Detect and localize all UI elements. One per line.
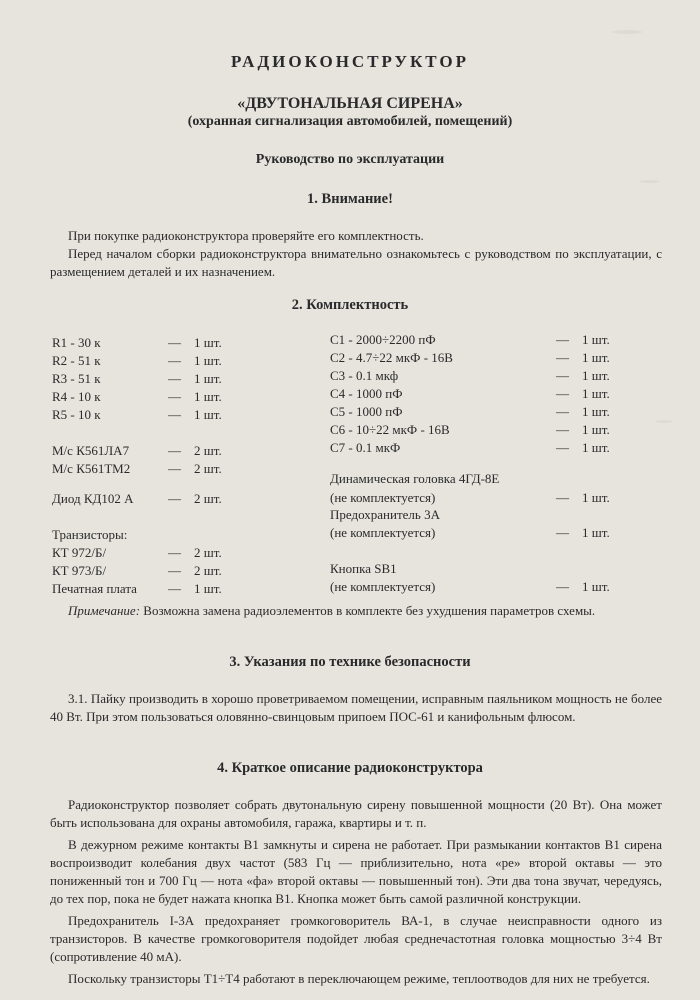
part-name: Динамическая головка 4ГД-8Е [330, 471, 500, 486]
part-name: Кнопка SB1 [330, 561, 397, 576]
paragraph: При покупке радиоконструктора проверяйте его комплектность. [68, 228, 424, 243]
part-name: R2 - 51 к [52, 353, 101, 368]
part-name: R3 - 51 к [52, 371, 101, 386]
paragraph: Перед началом сборки радиоконструктора внимательно ознакомьтесь с руководством по эксплуатации, с размещением деталей и их назначением. [50, 246, 662, 279]
part-name: М/с К561ТМ2 [52, 461, 131, 476]
dash: — [168, 545, 181, 560]
part-qty: 1 шт. [194, 407, 222, 422]
parts-note [50, 602, 662, 620]
part-qty: 1 шт. [582, 579, 610, 594]
dash: — [556, 440, 569, 455]
dash: — [556, 350, 569, 365]
part-qty: 1 шт. [582, 440, 610, 455]
part-name: R5 - 10 к [52, 407, 101, 422]
part-name: С5 - 1000 пФ [330, 404, 403, 419]
dash: — [168, 335, 181, 350]
part-name: С3 - 0.1 мкф [330, 368, 399, 383]
section-3-heading: 3. Указания по технике безопасности [229, 654, 471, 670]
section-1-text [50, 227, 662, 281]
part-name: Диод КД102 А [52, 491, 134, 506]
document-title: РАДИОКОНСТРУКТОР [230, 52, 470, 71]
part-qty: 1 шт. [582, 404, 610, 419]
note-label: Примечание: [68, 603, 141, 618]
part-name: КТ 973/Б/ [52, 563, 107, 578]
part-name: R1 - 30 к [52, 335, 101, 350]
part-name: (не комплектуется) [330, 525, 436, 540]
paper-texture [640, 180, 660, 183]
part-qty: 2 шт. [194, 461, 222, 476]
paragraph: Предохранитель I-3А предохраняет громкоговоритель ВА-1, в случае неисправности одного из транзисторов. В качестве громкоговорителя подойдет любая среднечастотная головка мощностью 3÷4 Вт (сопротивление 40 мА). [50, 913, 662, 964]
part-name: КТ 972/Б/ [52, 545, 107, 560]
part-name: С6 - 10÷22 мкФ - 16В [330, 422, 450, 437]
part-name: Предохранитель 3А [330, 507, 440, 522]
paper-texture [612, 30, 642, 34]
part-qty: 2 шт. [194, 563, 222, 578]
part-qty: 1 шт. [194, 389, 222, 404]
dash: — [556, 386, 569, 401]
part-qty: 1 шт. [582, 490, 610, 505]
part-qty: 1 шт. [582, 386, 610, 401]
dash: — [168, 371, 181, 386]
part-qty: 1 шт. [582, 525, 610, 540]
guide-heading: Руководство по эксплуатации [255, 152, 445, 167]
section-4-text [50, 796, 662, 988]
part-name: Печатная плата [52, 581, 137, 596]
paragraph: Радиоконструктор позволяет собрать двутональную сирену повышенной мощности (20 Вт). Она может быть использована для охраны автомобиля, гаража, квартиры и т. п. [50, 797, 662, 830]
product-name: «ДВУТОНАЛЬНАЯ СИРЕНА» [237, 95, 463, 112]
part-qty: 2 шт. [194, 443, 222, 458]
paragraph: В дежурном режиме контакты В1 замкнуты и сирена не работает. При размыкании контактов В1 сирена воспроизводит колебания двух частот (583 Гц — приблизительно, нота «ре» второй октавы — это пониженный тон и 700 Гц — нота «фа» второй октавы — повышенный тон). Эти два тона звучат, чередуясь, до тех пор, пока не будет нажата кнопка В1. Кнопка может быть самой различной конструкции. [50, 837, 662, 906]
section-1-heading: 1. Внимание! [307, 191, 393, 207]
part-name: (не комплектуется) [330, 490, 436, 505]
dash: — [168, 389, 181, 404]
paragraph: 3.1. Пайку производить в хорошо проветриваемом помещении, исправным паяльником мощность не более 40 Вт. При этом пользоваться оловянно-свинцовым припоем ПОС-61 и канифольным флюсом. [50, 691, 662, 724]
part-name: М/с К561ЛА7 [52, 443, 130, 458]
dash: — [168, 461, 181, 476]
dash: — [556, 368, 569, 383]
dash: — [168, 353, 181, 368]
paper-texture [655, 420, 673, 423]
dash: — [556, 404, 569, 419]
note-text: Возможна замена радиоэлементов в комплекте без ухудшения параметров схемы. [140, 603, 596, 618]
part-qty: 1 шт. [582, 332, 610, 347]
part-name: С1 - 2000÷2200 пФ [330, 332, 436, 347]
dash: — [556, 525, 569, 540]
section-3-text [50, 690, 662, 726]
dash: — [556, 579, 569, 594]
part-qty: 1 шт. [194, 371, 222, 386]
part-qty: 1 шт. [194, 581, 222, 596]
dash: — [168, 443, 181, 458]
part-name: С7 - 0.1 мкФ [330, 440, 401, 455]
part-qty: 2 шт. [194, 545, 222, 560]
part-qty: 1 шт. [582, 422, 610, 437]
part-name: R4 - 10 к [52, 389, 101, 404]
dash: — [556, 422, 569, 437]
part-name: С4 - 1000 пФ [330, 386, 403, 401]
part-name: (не комплектуется) [330, 579, 436, 594]
section-4-heading: 4. Краткое описание радиоконструктора [217, 760, 483, 776]
dash: — [168, 563, 181, 578]
paragraph: Поскольку транзисторы Т1÷Т4 работают в переключающем режиме, теплоотводов для них не требуется. [68, 971, 650, 986]
dash: — [556, 490, 569, 505]
part-qty: 1 шт. [582, 350, 610, 365]
part-name: Транзисторы: [52, 527, 128, 542]
part-qty: 1 шт. [194, 353, 222, 368]
part-name: С2 - 4.7÷22 мкФ - 16В [330, 350, 453, 365]
part-qty: 2 шт. [194, 491, 222, 506]
dash: — [168, 581, 181, 596]
dash: — [556, 332, 569, 347]
part-qty: 1 шт. [194, 335, 222, 350]
dash: — [168, 491, 181, 506]
dash: — [168, 407, 181, 422]
section-2-heading: 2. Комплектность [291, 297, 409, 313]
product-subtitle: (охранная сигнализация автомобилей, помещений) [187, 114, 513, 129]
part-qty: 1 шт. [582, 368, 610, 383]
